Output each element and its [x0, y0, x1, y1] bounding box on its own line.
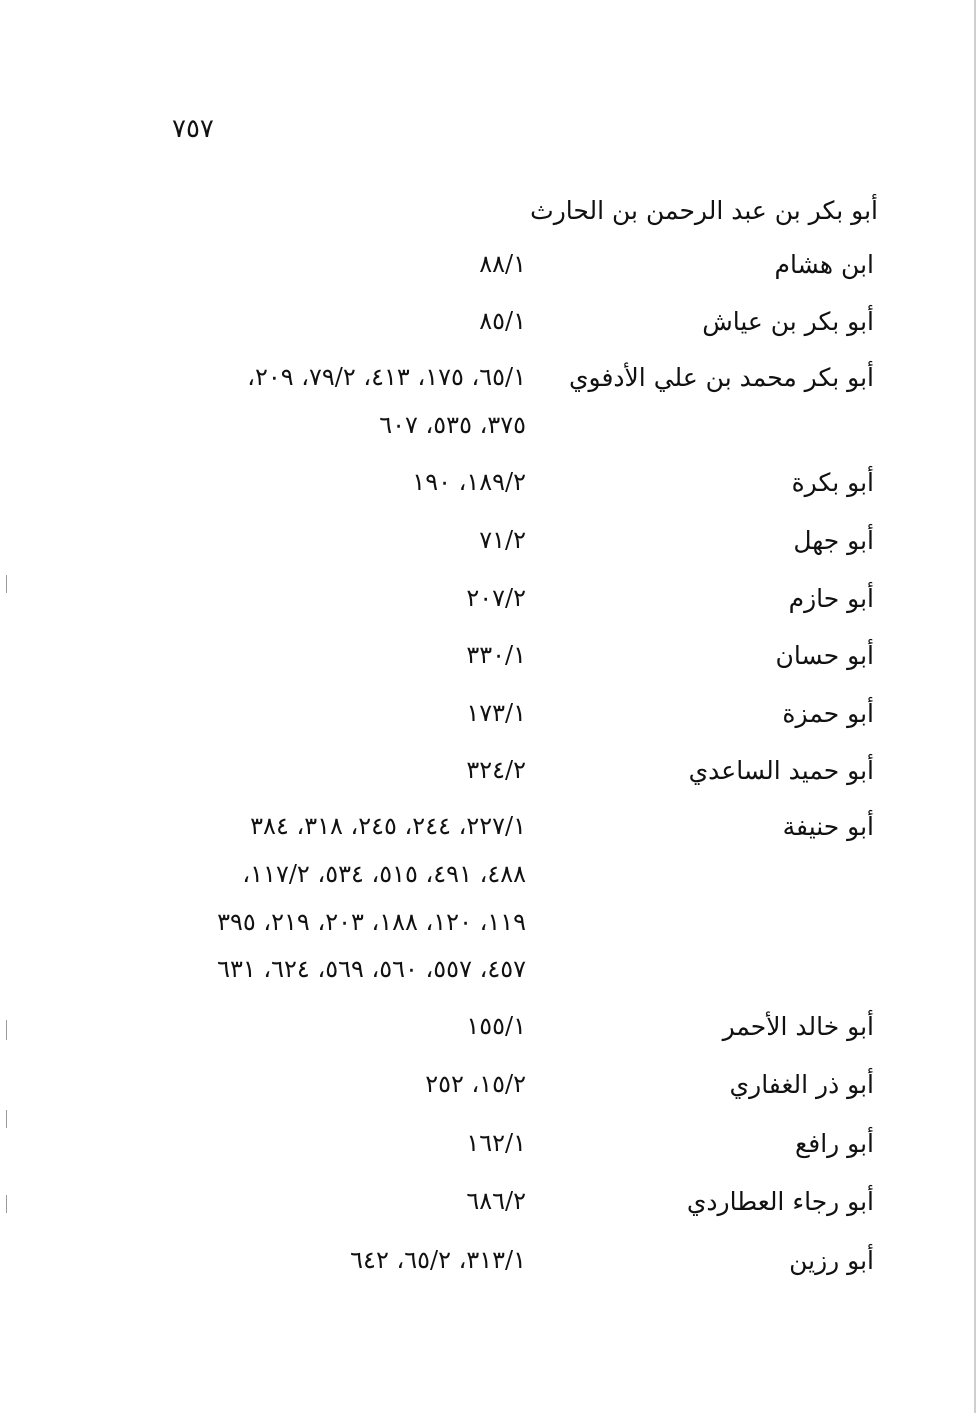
entry-name: أبو خالد الأحمر — [722, 1012, 874, 1041]
entry-name: أبو حمزة — [782, 699, 874, 728]
entry-name: أبو حسان — [775, 641, 874, 670]
entry-name: أبو بكرة — [791, 468, 874, 497]
index-entry — [0, 1129, 978, 1179]
entry-page-refs: ٦٥/١، ١٧٥، ٤١٣، ٧٩/٢، ٢٠٩، — [247, 363, 526, 391]
page-number: ٧٥٧ — [172, 114, 214, 144]
scan-edge-mark — [6, 575, 7, 593]
entry-page-refs: ١٨٩/٢، ١٩٠ — [412, 468, 526, 496]
entry-name: أبو حنيفة — [782, 812, 874, 841]
entry-page-refs: ١٦٢/١ — [466, 1129, 526, 1157]
index-entry — [0, 1246, 978, 1296]
scan-edge-mark — [6, 1195, 7, 1213]
entry-name: أبو ذر الغفاري — [729, 1070, 874, 1099]
scan-edge-mark — [6, 1110, 7, 1128]
entry-page-refs: ٣٣٠/١ — [466, 641, 526, 669]
index-entry — [0, 468, 978, 518]
index-entry — [0, 756, 978, 806]
index-entry — [0, 812, 978, 1002]
entry-name: أبو حميد الساعدي — [688, 756, 874, 785]
entry-name: أبو بكر بن عياش — [702, 307, 874, 336]
index-entry — [0, 699, 978, 749]
index-entry — [0, 250, 978, 300]
entry-page-refs: ٣٢٤/٢ — [466, 756, 526, 784]
index-entry — [0, 1070, 978, 1120]
entry-page-refs: ١٥/٢، ٢٥٢ — [425, 1070, 526, 1098]
entry-page-refs: ٢٢٧/١، ٢٤٤، ٢٤٥، ٣١٨، ٣٨٤ — [250, 812, 526, 840]
entry-heading-continuation: أبو بكر بن عبد الرحمن بن الحارث — [530, 196, 878, 225]
entry-name: أبو رزين — [789, 1246, 874, 1275]
entry-name: أبو رافع — [794, 1129, 874, 1158]
entry-page-refs-continued: ٤٥٧، ٥٥٧، ٥٦٠، ٥٦٩، ٦٢٤، ٦٣١ — [217, 955, 526, 983]
entry-page-refs-continued: ٤٨٨، ٤٩١، ٥١٥، ٥٣٤، ١١٧/٢، — [242, 860, 526, 888]
entry-page-refs: ٦٨٦/٢ — [466, 1187, 526, 1215]
entry-page-refs: ٨٥/١ — [479, 307, 526, 335]
scan-edge-shadow — [974, 0, 976, 1413]
index-entry — [0, 1012, 978, 1062]
entry-page-refs-continued: ٣٧٥، ٥٣٥، ٦٠٧ — [379, 411, 526, 439]
index-entry — [0, 1187, 978, 1237]
entry-name: أبو رجاء العطاردي — [686, 1187, 874, 1216]
entry-page-refs: ٨٨/١ — [479, 250, 526, 278]
entry-name: أبو بكر محمد بن علي الأدفوي — [568, 363, 874, 392]
index-entry — [0, 363, 978, 463]
index-entry — [0, 307, 978, 357]
entry-page-refs: ٢٠٧/٢ — [466, 584, 526, 612]
entry-name: أبو حازم — [788, 584, 874, 613]
entry-page-refs-continued: ١١٩، ١٢٠، ١٨٨، ٢٠٣، ٢١٩، ٣٩٥ — [217, 908, 526, 936]
entry-page-refs: ١٧٣/١ — [466, 699, 526, 727]
entry-name: ابن هشام — [774, 250, 874, 279]
entry-page-refs: ٧١/٢ — [479, 526, 526, 554]
scan-edge-mark — [6, 1020, 7, 1040]
entry-page-refs: ٣١٣/١، ٦٥/٢، ٦٤٢ — [350, 1246, 526, 1274]
entry-page-refs: ١٥٥/١ — [466, 1012, 526, 1040]
index-entry — [0, 526, 978, 576]
entry-name: أبو جهل — [793, 526, 874, 555]
index-entry — [0, 641, 978, 691]
index-entry — [0, 584, 978, 634]
